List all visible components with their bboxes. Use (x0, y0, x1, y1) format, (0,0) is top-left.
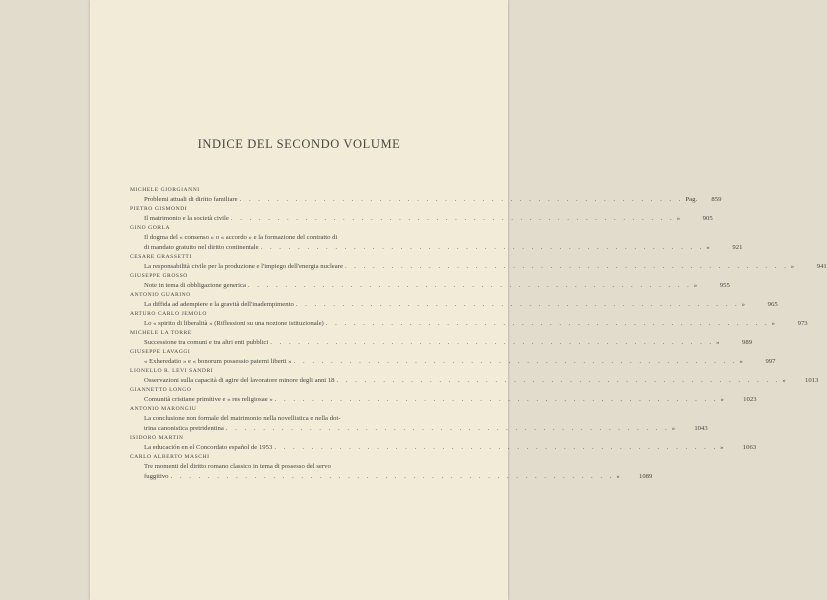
toc-page-number: 997 (765, 358, 776, 365)
toc-title-line (130, 414, 466, 424)
toc-title-line (130, 243, 743, 253)
toc-title-line (130, 300, 778, 310)
toc-page-number: 989 (742, 339, 753, 346)
toc-author: ANTONIO MARONGIU (130, 406, 197, 412)
toc-title: La responsabilità civile per la produzione e l'impiego dell'energia nucleare (144, 263, 343, 270)
toc-author: CESARE GRASSETTI (130, 254, 192, 260)
toc-entry (130, 434, 757, 453)
toc-title: Osservazioni sulla capacità di agire del lavoratore minore degli anni 18 (144, 377, 335, 384)
toc-title-line (130, 338, 753, 348)
toc-title-line (130, 357, 776, 367)
toc-page-prefix: » (706, 244, 710, 251)
toc-title: Il matrimonio e la società civile (144, 215, 229, 222)
toc-author: GIANNETTO LONGO (130, 387, 192, 393)
toc-page-prefix: » (741, 301, 745, 308)
toc-entry (130, 224, 743, 253)
toc-title-line (130, 462, 466, 472)
toc-author: ISIDORO MARTIN (130, 435, 184, 441)
toc-leader-dots: . . . . . . . . . . . . . . . . . . . . . . . . . . . . . . . . . . . . . . . . . . . . . . . . (247, 282, 692, 289)
toc-author: CARLO ALBERTO MASCHI (130, 454, 210, 460)
toc-entry (130, 367, 819, 386)
toc-page-number: 973 (797, 320, 808, 327)
toc-author: GIUSEPPE GROSSO (130, 273, 188, 279)
toc-page-prefix: » (720, 396, 724, 403)
toc-title: Comunità cristiane primitive e « res religiosae » (144, 396, 273, 403)
toc-title-line (130, 319, 808, 329)
toc-page-number: 1063 (742, 444, 757, 451)
toc-entry (130, 386, 757, 405)
toc-title-line (130, 214, 713, 224)
toc-title: di mandato gratuito nel diritto continentale (144, 244, 259, 251)
toc-title-line (130, 281, 730, 291)
toc-title: Lo « spirito di liberalità » (Riflessioni su una nozione istituzionale) (144, 320, 324, 327)
toc-page-number: 1089 (638, 473, 653, 480)
toc-page-prefix: » (616, 473, 620, 480)
toc-entry (130, 310, 808, 329)
toc-page-prefix: » (790, 263, 795, 270)
toc-leader-dots: . . . . . . . . . . . . . . . . . . . . . . . . . . . . . . . . . . . . . . . . . . . . . . . . (239, 196, 684, 203)
toc-title-line (130, 472, 653, 482)
toc-page-prefix: » (671, 425, 676, 432)
toc-author: PIETRO GISMONDI (130, 206, 188, 212)
toc-leader-dots: . . . . . . . . . . . . . . . . . . . . . . . . . . . . . . . . . . . . . . . . . . . . . . . . (325, 320, 770, 327)
toc-leader-dots: . . . . . . . . . . . . . . . . . . . . . . . . . . . . . . . . . . . . . . . . . . . . . . . . (336, 377, 781, 384)
toc-title: trina canonistica pretridentina (144, 425, 224, 432)
toc-title: La conclusione non formale del matrimonio nella novellistica e nella dot- (144, 415, 341, 422)
toc-leader-dots: . . . . . . . . . . . . . . . . . . . . . . . . . . . . . . . . . . . . . . . . . . . . . . . . (170, 473, 615, 480)
toc-author: MICHELE LA TORRE (130, 330, 192, 336)
toc-page-number: 1043 (694, 425, 708, 432)
toc-title: Problemi attuali di diritto familiare (144, 196, 238, 203)
toc-page-prefix: » (716, 339, 720, 346)
toc-entry (130, 272, 730, 291)
toc-leader-dots: . . . . . . . . . . . . . . . . . . . . . . . . . . . . . . . . . . . . . . . . . . . . . . . . (225, 425, 670, 432)
toc-page-number: 1013 (804, 377, 819, 384)
toc-entry (130, 329, 753, 348)
toc-page-number: 941 (816, 263, 827, 270)
toc-author: LIONELLO R. LEVI SANDRI (130, 368, 214, 374)
toc-title-line (130, 376, 819, 386)
toc-entry (130, 253, 827, 272)
toc-leader-dots: . . . . . . . . . . . . . . . . . . . . . . . . . . . . . . . . . . . . . . . . . . . . . . . . (293, 358, 738, 365)
toc-leader-dots: . . . . . . . . . . . . . . . . . . . . . . . . . . . . . . . . . . . . . . . . . . . . . . . . (274, 396, 719, 403)
toc-entry (130, 205, 713, 224)
toc-author: ANTONIO GUARINO (130, 292, 191, 298)
toc-page-prefix: » (676, 215, 681, 222)
toc-title: La diffida ad adempiere e la gravità dell'inadempimento (144, 301, 294, 308)
page-title: INDICE DEL SECONDO VOLUME (197, 137, 401, 151)
toc-page-prefix: » (771, 320, 775, 327)
toc-page-number: 965 (767, 301, 778, 308)
toc-entry (130, 453, 653, 482)
toc-entry (130, 348, 776, 367)
toc-entry (130, 291, 778, 310)
toc-page-prefix: » (720, 444, 724, 451)
toc-author: GIUSEPPE LAVAGGI (130, 349, 191, 355)
toc-page-prefix: » (739, 358, 743, 365)
toc-title-line (130, 395, 757, 405)
toc-title-line (130, 195, 722, 205)
toc-page-prefix: Pag. (685, 196, 698, 203)
toc-title-line (130, 233, 466, 243)
toc-page-number: 859 (711, 196, 722, 203)
toc-title-line (130, 443, 757, 453)
toc-leader-dots: . . . . . . . . . . . . . . . . . . . . . . . . . . . . . . . . . . . . . . . . . . . . . . . . (274, 444, 719, 451)
toc-page-number: 905 (702, 215, 713, 222)
toc-leader-dots: . . . . . . . . . . . . . . . . . . . . . . . . . . . . . . . . . . . . . . . . . . . . . . . . (260, 244, 705, 251)
toc-title: La educación en el Concordato español de 1953 (144, 444, 273, 451)
toc-author: GINO GORLA (130, 225, 171, 231)
toc-title-line (130, 424, 708, 434)
toc-page-prefix: » (693, 282, 698, 289)
toc-page-number: 1023 (743, 396, 757, 403)
toc-title: « Exheredatio » e « bonorum possessio paterni liberti » (144, 358, 292, 365)
toc-page-prefix: » (782, 377, 786, 384)
book-page (90, 0, 827, 600)
toc-entry (130, 186, 722, 205)
toc-page-number: 921 (732, 244, 743, 251)
toc-title: Il dogma del « consenso » o « accordo » e la formazione del contratto di (144, 234, 338, 241)
toc-leader-dots: . . . . . . . . . . . . . . . . . . . . . . . . . . . . . . . . . . . . . . . . . . . . . . . . (230, 215, 675, 222)
toc-author: MICHELE GIORGIANNI (130, 187, 200, 193)
table-of-contents (130, 186, 827, 482)
toc-title: Note in tema di obbligazione generica (144, 282, 246, 289)
toc-leader-dots: . . . . . . . . . . . . . . . . . . . . . . . . . . . . . . . . . . . . . . . . . . . . . . . . (270, 339, 715, 346)
toc-author: ARTURO CARLO JEMOLO (130, 311, 207, 317)
toc-title-line (130, 262, 827, 272)
toc-entry (130, 405, 708, 434)
toc-leader-dots: . . . . . . . . . . . . . . . . . . . . . . . . . . . . . . . . . . . . . . . . . . . . . . . . (295, 301, 740, 308)
toc-leader-dots: . . . . . . . . . . . . . . . . . . . . . . . . . . . . . . . . . . . . . . . . . . . . . . . . (344, 263, 789, 270)
toc-title: fuggitivo (144, 473, 169, 480)
toc-title: Tre momenti del diritto romano classico in tema di possesso del servo (144, 463, 331, 470)
toc-page-number: 955 (719, 282, 730, 289)
toc-title: Successione tra comuni e tra altri enti pubblici (144, 339, 269, 346)
